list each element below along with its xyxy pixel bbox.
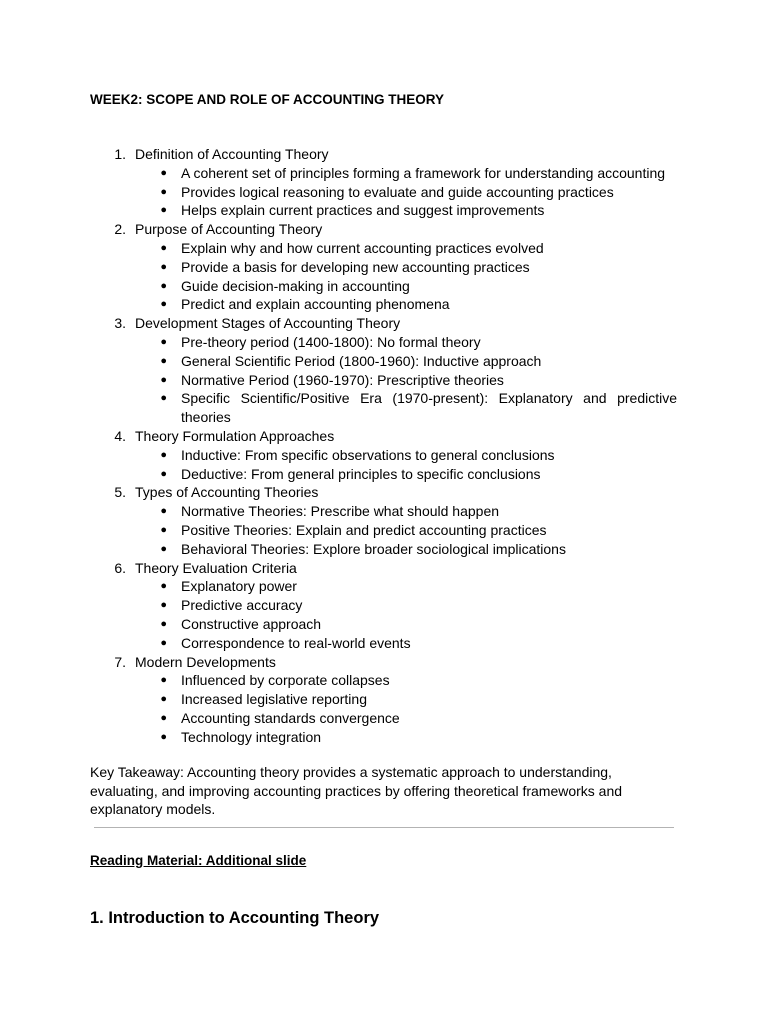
section-number: 3.: [114, 315, 126, 332]
list-item: ● Deductive: From general principles to specific conclusions: [0, 465, 768, 484]
numbered-outline: [0, 145, 768, 747]
outline-section-modern: [0, 653, 768, 747]
list-item: ● Provide a basis for developing new accounting practices: [0, 258, 768, 277]
list-item: ● Pre-theory period (1400-1800): No formal theory: [0, 333, 768, 352]
section-number: 2.: [114, 221, 126, 238]
section-heading: Types of Accounting Theories: [135, 484, 319, 501]
list-item: ● Helps explain current practices and suggest improvements: [0, 201, 768, 220]
list-item: ● Increased legislative reporting: [0, 690, 768, 709]
section-number: 6.: [114, 559, 126, 576]
bullet-icon: ●: [160, 617, 167, 630]
section-number: 1.: [114, 146, 126, 162]
section-heading: Development Stages of Accounting Theory: [135, 315, 401, 332]
reading-material-label: Reading Material: Additional slide: [90, 853, 307, 868]
list-item: ● Predictive accuracy: [0, 596, 768, 615]
bullet-icon: ●: [160, 204, 167, 217]
key-takeaway-paragraph: Key Takeaway: Accounting theory provides a systematic approach to understanding, evaluating, and improving accounting practices by offering theoretical frameworks and explanatory models.: [90, 764, 623, 817]
bullet-icon: ●: [160, 373, 167, 386]
bullet-icon: ●: [160, 185, 167, 198]
section-heading: Modern Developments: [135, 653, 276, 670]
document-title: WEEK2: SCOPE AND ROLE OF ACCOUNTING THEORY: [90, 92, 445, 107]
list-item: ● Explanatory power: [0, 577, 768, 596]
bullet-icon: ●: [160, 523, 167, 536]
bullet-icon: ●: [160, 241, 167, 254]
bullet-icon: ●: [160, 730, 167, 743]
section-heading-introduction: 1. Introduction to Accounting Theory: [90, 909, 380, 927]
bullet-icon: ●: [160, 392, 167, 405]
list-item: ● Inductive: From specific observations to general conclusions: [0, 446, 768, 465]
outline-section-development: [0, 314, 768, 427]
list-item: ● Predict and explain accounting phenomena: [0, 295, 768, 314]
bullet-icon: ●: [160, 298, 167, 311]
bullet-icon: ●: [160, 599, 167, 612]
list-item: ● Guide decision-making in accounting: [0, 277, 768, 296]
list-item: ● Provides logical reasoning to evaluate and guide accounting practices: [0, 183, 768, 202]
outline-section-definition: [0, 145, 768, 220]
list-item: ● Specific Scientific/Positive Era (1970-present): Explanatory and predictive theories: [0, 389, 768, 427]
section-heading: Definition of Accounting Theory: [135, 146, 329, 162]
section-heading: Theory Evaluation Criteria: [135, 559, 297, 576]
bullet-icon: ●: [160, 674, 167, 687]
bullet-icon: ●: [160, 448, 167, 461]
list-item: ● Explain why and how current accounting practices evolved: [0, 239, 768, 258]
list-item: ● Normative Theories: Prescribe what should happen: [0, 502, 768, 521]
list-item: ● Correspondence to real-world events: [0, 634, 768, 653]
outline-section-evaluation: [0, 559, 768, 653]
list-item: ● A coherent set of principles forming a framework for understanding accounting: [0, 164, 768, 183]
list-item: ● Accounting standards convergence: [0, 709, 768, 728]
list-item: ● Influenced by corporate collapses: [0, 671, 768, 690]
bullet-icon: ●: [160, 542, 167, 555]
bullet-icon: ●: [160, 335, 167, 348]
section-number: 7.: [114, 653, 126, 670]
section-heading: Purpose of Accounting Theory: [135, 221, 323, 238]
section-number: 5.: [114, 484, 126, 501]
outline-section-types: [0, 483, 768, 558]
bullet-icon: ●: [160, 354, 167, 367]
list-item: ● General Scientific Period (1800-1960): Inductive approach: [0, 352, 768, 371]
list-item: ● Behavioral Theories: Explore broader sociological implications: [0, 540, 768, 559]
list-item: ● Technology integration: [0, 728, 768, 747]
list-item: ● Constructive approach: [0, 615, 768, 634]
list-item: ● Positive Theories: Explain and predict accounting practices: [0, 521, 768, 540]
bullet-icon: ●: [160, 580, 167, 593]
outline-section-approaches: [0, 427, 768, 483]
bullet-icon: ●: [160, 693, 167, 706]
bullet-icon: ●: [160, 711, 167, 724]
bullet-icon: ●: [160, 260, 167, 273]
section-number: 4.: [114, 427, 126, 444]
bullet-icon: ●: [160, 166, 167, 179]
section-heading: Theory Formulation Approaches: [135, 427, 335, 444]
bullet-icon: ●: [160, 636, 167, 649]
horizontal-divider: [94, 827, 674, 828]
outline-section-purpose: [0, 220, 768, 314]
bullet-icon: ●: [160, 505, 167, 518]
list-item: ● Normative Period (1960-1970): Prescriptive theories: [0, 371, 768, 390]
bullet-icon: ●: [160, 467, 167, 480]
bullet-icon: ●: [160, 279, 167, 292]
